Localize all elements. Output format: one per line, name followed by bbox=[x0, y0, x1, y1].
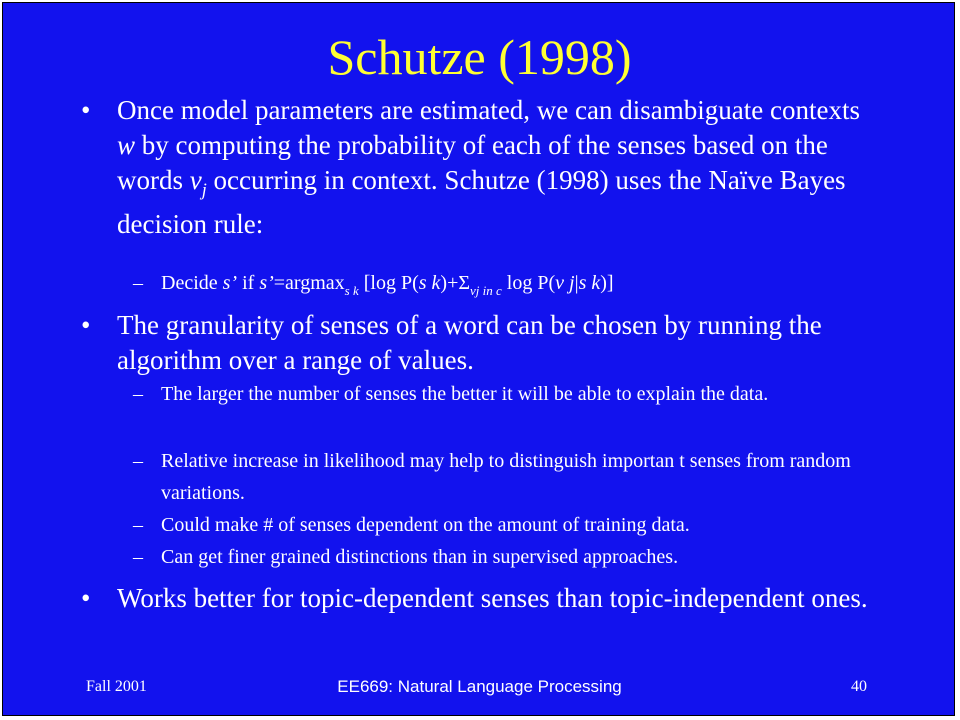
formula-text: Decide bbox=[161, 272, 223, 294]
bullet-3-text: Works better for topic-dependent senses than topic-independent ones. bbox=[117, 583, 868, 613]
formula-subscript: s k bbox=[344, 283, 359, 298]
decision-rule-formula bbox=[161, 267, 614, 307]
formula-text: [log P( bbox=[358, 272, 419, 294]
slide bbox=[2, 2, 955, 716]
formula-var: s’ bbox=[259, 272, 274, 294]
subscript-j: j bbox=[201, 179, 207, 200]
formula-text: =argmax bbox=[273, 272, 345, 294]
sub-bullet-text: The larger the number of senses the better it will be able to explain the data. bbox=[161, 383, 769, 405]
dash-marker: – bbox=[133, 383, 143, 405]
formula-text: if bbox=[237, 272, 260, 294]
sub-bullet-text: Relative increase in likelihood may help to distinguish importan t senses from random variations. bbox=[161, 450, 851, 504]
variable-v: v bbox=[189, 165, 202, 195]
footer-date: Fall 2001 bbox=[86, 678, 147, 695]
bullet-1-text-part: Once model parameters are estimated, we can disambiguate contexts bbox=[117, 95, 860, 125]
bullet-marker: • bbox=[81, 310, 91, 340]
bullet-2-text: The granularity of senses of a word can be chosen by running the algorithm over a range of values. bbox=[117, 310, 822, 375]
bullet-marker: • bbox=[81, 95, 91, 125]
formula-var: s k bbox=[418, 272, 441, 294]
bullet-1-text bbox=[117, 93, 877, 242]
footer-course: EE669: Natural Language Processing bbox=[337, 677, 622, 696]
bullet-1-text-part: by computing the probability of each of the senses based on the words bbox=[117, 130, 828, 195]
sub-bullet-text: Could make # of senses dependent on the amount of training data. bbox=[161, 514, 690, 536]
dash-marker: – bbox=[133, 546, 143, 568]
formula-var: v j bbox=[555, 272, 575, 294]
slide-title: Schutze (1998) bbox=[327, 29, 632, 85]
formula-text: )+Σ bbox=[440, 272, 471, 294]
dash-marker: – bbox=[133, 272, 143, 294]
formula-text: | bbox=[574, 272, 579, 294]
sub-bullet-text: Can get finer grained distinctions than in supervised approaches. bbox=[161, 546, 679, 568]
variable-w: w bbox=[117, 130, 136, 160]
dash-marker: – bbox=[133, 450, 143, 472]
formula-text: log P( bbox=[501, 272, 556, 294]
formula-text: )] bbox=[600, 272, 614, 294]
dash-marker: – bbox=[133, 514, 143, 536]
slide-number: 40 bbox=[851, 678, 867, 695]
formula-var: s’ bbox=[222, 272, 238, 294]
formula-var: s k bbox=[578, 272, 601, 294]
bullet-marker: • bbox=[81, 583, 91, 613]
bullet-1-text-part: occurring in context. Schutze (1998) uses the Naïve Bayes decision rule: bbox=[117, 165, 846, 240]
formula-subscript: vj in c bbox=[470, 283, 502, 298]
